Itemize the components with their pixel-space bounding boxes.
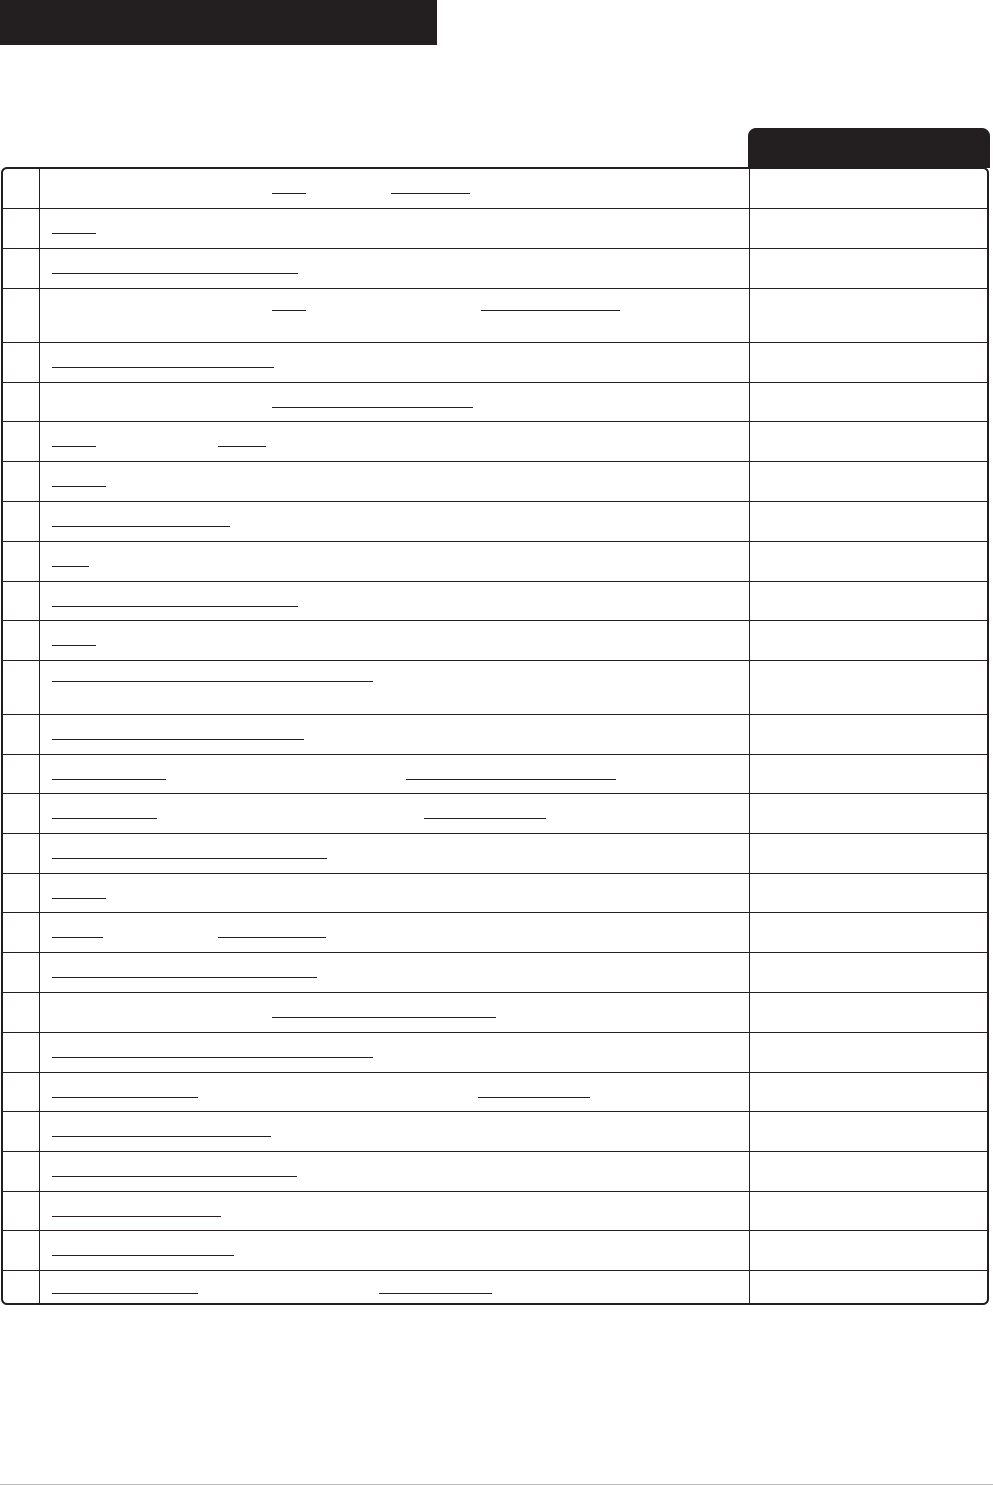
form-row bbox=[3, 501, 987, 541]
form-row bbox=[3, 754, 987, 793]
form-row bbox=[3, 288, 987, 342]
answer-cell[interactable] bbox=[749, 913, 987, 952]
form-row bbox=[3, 620, 987, 660]
answer-cell[interactable] bbox=[749, 1033, 987, 1072]
answer-cell[interactable] bbox=[749, 1231, 987, 1270]
form-row bbox=[3, 382, 987, 421]
answer-cell[interactable] bbox=[749, 383, 987, 421]
title-bar bbox=[0, 0, 437, 45]
blank-line[interactable] bbox=[52, 273, 298, 274]
answer-cell[interactable] bbox=[749, 661, 987, 714]
form-row bbox=[3, 581, 987, 620]
row-number-cell bbox=[3, 794, 40, 833]
row-number-cell bbox=[3, 289, 40, 342]
row-number-cell bbox=[3, 661, 40, 714]
row-number-cell bbox=[3, 1033, 40, 1072]
form-row bbox=[3, 912, 987, 952]
blank-line[interactable] bbox=[272, 1017, 496, 1018]
row-number-cell bbox=[3, 169, 40, 208]
row-number-cell bbox=[3, 874, 40, 912]
answer-column-header bbox=[748, 128, 990, 168]
form-row bbox=[3, 248, 987, 288]
row-number-cell bbox=[3, 1271, 40, 1305]
row-number-cell bbox=[3, 383, 40, 421]
blank-line[interactable] bbox=[52, 1176, 297, 1177]
blank-line[interactable] bbox=[52, 526, 230, 527]
blank-line[interactable] bbox=[52, 1057, 373, 1058]
row-number-cell bbox=[3, 502, 40, 541]
row-number-cell bbox=[3, 1231, 40, 1270]
blank-line[interactable] bbox=[424, 818, 546, 819]
answer-cell[interactable] bbox=[749, 1271, 987, 1305]
blank-line[interactable] bbox=[272, 407, 473, 408]
blank-line[interactable] bbox=[391, 193, 470, 194]
answer-cell[interactable] bbox=[749, 289, 987, 342]
row-number-cell bbox=[3, 249, 40, 288]
answer-cell[interactable] bbox=[749, 249, 987, 288]
blank-line[interactable] bbox=[52, 233, 96, 234]
answer-cell[interactable] bbox=[749, 715, 987, 754]
form-row bbox=[3, 421, 987, 461]
answer-cell[interactable] bbox=[749, 502, 987, 541]
answer-cell[interactable] bbox=[749, 422, 987, 461]
answer-cell[interactable] bbox=[749, 343, 987, 382]
answer-cell[interactable] bbox=[749, 1112, 987, 1151]
blank-line[interactable] bbox=[52, 739, 304, 740]
form-row bbox=[3, 833, 987, 873]
blank-line[interactable] bbox=[52, 818, 157, 819]
answer-cell[interactable] bbox=[749, 834, 987, 873]
answer-cell[interactable] bbox=[749, 1073, 987, 1111]
blank-line[interactable] bbox=[379, 1293, 492, 1294]
blank-line[interactable] bbox=[52, 1293, 198, 1294]
blank-line[interactable] bbox=[481, 310, 620, 311]
blank-line[interactable] bbox=[272, 310, 306, 311]
answer-cell[interactable] bbox=[749, 542, 987, 581]
blank-line[interactable] bbox=[52, 681, 373, 682]
blank-line[interactable] bbox=[52, 779, 166, 780]
row-number-cell bbox=[3, 343, 40, 382]
blank-line[interactable] bbox=[52, 606, 298, 607]
row-number-cell bbox=[3, 621, 40, 660]
form-row bbox=[3, 208, 987, 248]
row-number-cell bbox=[3, 953, 40, 992]
blank-line[interactable] bbox=[52, 566, 89, 567]
form-row bbox=[3, 873, 987, 912]
form-row bbox=[3, 1191, 987, 1230]
form-row bbox=[3, 1230, 987, 1270]
blank-line[interactable] bbox=[52, 977, 317, 978]
row-number-cell bbox=[3, 913, 40, 952]
answer-cell[interactable] bbox=[749, 993, 987, 1032]
blank-line[interactable] bbox=[52, 1136, 271, 1137]
row-number-cell bbox=[3, 582, 40, 620]
form-row bbox=[3, 660, 987, 714]
form-table bbox=[1, 167, 989, 1305]
blank-line[interactable] bbox=[406, 779, 616, 780]
form-row bbox=[3, 793, 987, 833]
answer-cell[interactable] bbox=[749, 874, 987, 912]
row-number-cell bbox=[3, 755, 40, 793]
blank-line[interactable] bbox=[52, 367, 274, 368]
row-number-cell bbox=[3, 1152, 40, 1191]
blank-line[interactable] bbox=[52, 645, 96, 646]
form-row bbox=[3, 461, 987, 501]
blank-line[interactable] bbox=[52, 446, 96, 447]
blank-line[interactable] bbox=[52, 858, 327, 859]
blank-line[interactable] bbox=[218, 446, 266, 447]
blank-line[interactable] bbox=[218, 937, 326, 938]
answer-cell[interactable] bbox=[749, 1152, 987, 1191]
answer-cell[interactable] bbox=[749, 621, 987, 660]
row-number-cell bbox=[3, 422, 40, 461]
row-number-cell bbox=[3, 715, 40, 754]
form-row bbox=[3, 1111, 987, 1151]
answer-cell[interactable] bbox=[749, 755, 987, 793]
row-number-cell bbox=[3, 209, 40, 248]
row-number-cell bbox=[3, 834, 40, 873]
answer-cell[interactable] bbox=[749, 794, 987, 833]
answer-cell[interactable] bbox=[749, 462, 987, 501]
row-number-cell bbox=[3, 993, 40, 1032]
blank-line[interactable] bbox=[52, 937, 103, 938]
blank-line[interactable] bbox=[52, 1216, 221, 1217]
answer-cell[interactable] bbox=[749, 582, 987, 620]
form-row bbox=[3, 1072, 987, 1111]
answer-cell[interactable] bbox=[749, 953, 987, 992]
form-row bbox=[3, 1151, 987, 1191]
blank-line[interactable] bbox=[52, 1097, 198, 1098]
blank-line[interactable] bbox=[272, 193, 306, 194]
blank-line[interactable] bbox=[52, 486, 106, 487]
form-row bbox=[3, 952, 987, 992]
answer-cell[interactable] bbox=[749, 1192, 987, 1230]
form-row bbox=[3, 1032, 987, 1072]
form-row bbox=[3, 169, 987, 208]
row-number-cell bbox=[3, 1073, 40, 1111]
row-number-cell bbox=[3, 542, 40, 581]
row-number-cell bbox=[3, 1192, 40, 1230]
bottom-rule bbox=[0, 1484, 993, 1485]
blank-line[interactable] bbox=[478, 1097, 590, 1098]
form-row bbox=[3, 1270, 987, 1305]
answer-cell[interactable] bbox=[749, 169, 987, 208]
blank-line[interactable] bbox=[52, 1255, 234, 1256]
row-number-cell bbox=[3, 1112, 40, 1151]
row-number-cell bbox=[3, 462, 40, 501]
form-row bbox=[3, 714, 987, 754]
form-row bbox=[3, 541, 987, 581]
answer-cell[interactable] bbox=[749, 209, 987, 248]
form-row bbox=[3, 992, 987, 1032]
form-row bbox=[3, 342, 987, 382]
blank-line[interactable] bbox=[52, 898, 106, 899]
